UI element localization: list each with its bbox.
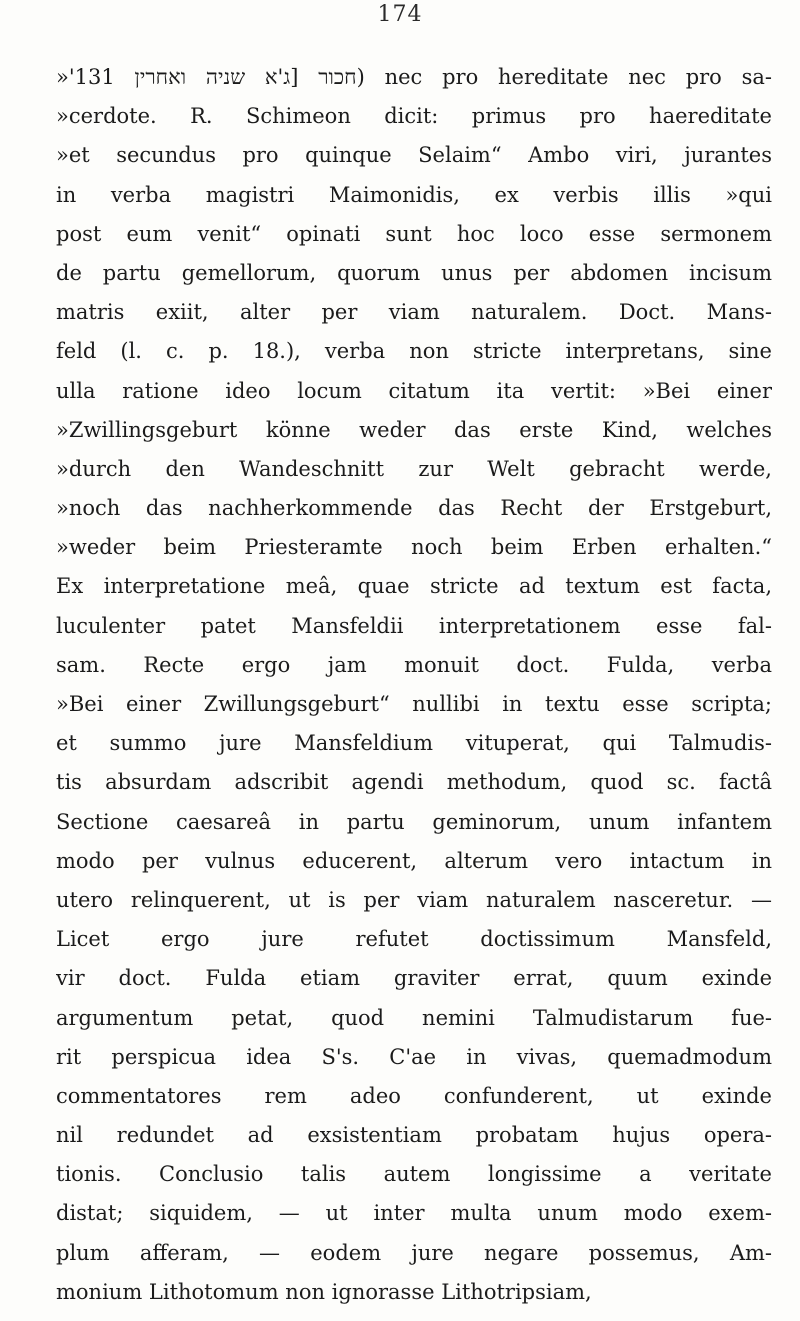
text-line: »cerdote. R. Schimeon dicit: primus pro haereditate bbox=[56, 104, 772, 129]
text-line: monium Lithotomum non ignorasse Lithotripsiam, bbox=[56, 1279, 592, 1304]
text-line: luculenter patet Mansfeldii interpretationem esse fal- bbox=[56, 613, 772, 638]
text-line: »weder beim Priesteramte noch beim Erben erhalten.“ bbox=[56, 535, 772, 560]
text-line: Licet ergo jure refutet doctissimum Mansfeld, bbox=[56, 927, 772, 952]
text-line: in verba magistri Maimonidis, ex verbis illis »qui bbox=[56, 182, 772, 207]
text-line: tis absurdam adscribit agendi methodum, quod sc. factâ bbox=[56, 770, 772, 795]
text-line: tionis. Conclusio talis autem longissime a veritate bbox=[56, 1162, 772, 1187]
text-line: feld (l. c. p. 18.), verba non stricte interpretans, sine bbox=[56, 339, 772, 364]
text-line: argumentum petat, quod nemini Talmudistarum fue- bbox=[56, 1005, 772, 1030]
text-line: »Zwillingsgeburt könne weder das erste Kind, welches bbox=[56, 417, 772, 442]
text-line: et summo jure Mansfeldium vituperat, qui Talmudis- bbox=[56, 731, 772, 756]
text-line: matris exiit, alter per viam naturalem. Doct. Mans- bbox=[56, 300, 772, 325]
text-line: rit perspicua idea S's. C'ae in vivas, quemadmodum bbox=[56, 1044, 772, 1069]
text-line: nil redundet ad exsistentiam probatam hujus opera- bbox=[56, 1123, 772, 1148]
text-line: »noch das nachherkommende das Recht der Erstgeburt, bbox=[56, 496, 772, 521]
text-line: »Bei einer Zwillungsgeburt“ nullibi in textu esse scripta; bbox=[56, 692, 772, 716]
text-line: ulla ratione ideo locum citatum ita vertit: »Bei einer bbox=[56, 378, 772, 403]
body-text bbox=[56, 58, 772, 1312]
text-line: vir doct. Fulda etiam graviter errat, quum exinde bbox=[56, 966, 772, 991]
text-line: »'131 ‏חכור‏ [‏ג'א‏ ‏שניה‏ ‏ואחרין‏) nec pro hereditate nec pro sa- bbox=[56, 65, 772, 89]
page-number: 174 bbox=[377, 2, 423, 27]
text-line: sam. Recte ergo jam monuit doct. Fulda, verba bbox=[56, 652, 772, 677]
text-line: Ex interpretatione meâ, quae stricte ad textum est facta, bbox=[56, 574, 772, 599]
text-line: »et secundus pro quinque Selaim“ Ambo viri, jurantes bbox=[56, 143, 772, 168]
text-line: Sectione caesareâ in partu geminorum, unum infantem bbox=[56, 809, 772, 834]
text-line: plum afferam, — eodem jure negare possemus, Am- bbox=[56, 1240, 772, 1265]
text-line: »durch den Wandeschnitt zur Welt gebracht werde, bbox=[56, 456, 772, 481]
text-line: utero relinquerent, ut is per viam naturalem nasceretur. — bbox=[56, 887, 772, 912]
text-line: de partu gemellorum, quorum unus per abdomen incisum bbox=[56, 260, 772, 285]
text-line: distat; siquidem, — ut inter multa unum modo exem- bbox=[56, 1201, 772, 1226]
text-line: modo per vulnus educerent, alterum vero intactum in bbox=[56, 848, 772, 873]
text-line: post eum venit“ opinati sunt hoc loco esse sermonem bbox=[56, 221, 772, 246]
text-line: commentatores rem adeo confunderent, ut exinde bbox=[56, 1083, 772, 1108]
